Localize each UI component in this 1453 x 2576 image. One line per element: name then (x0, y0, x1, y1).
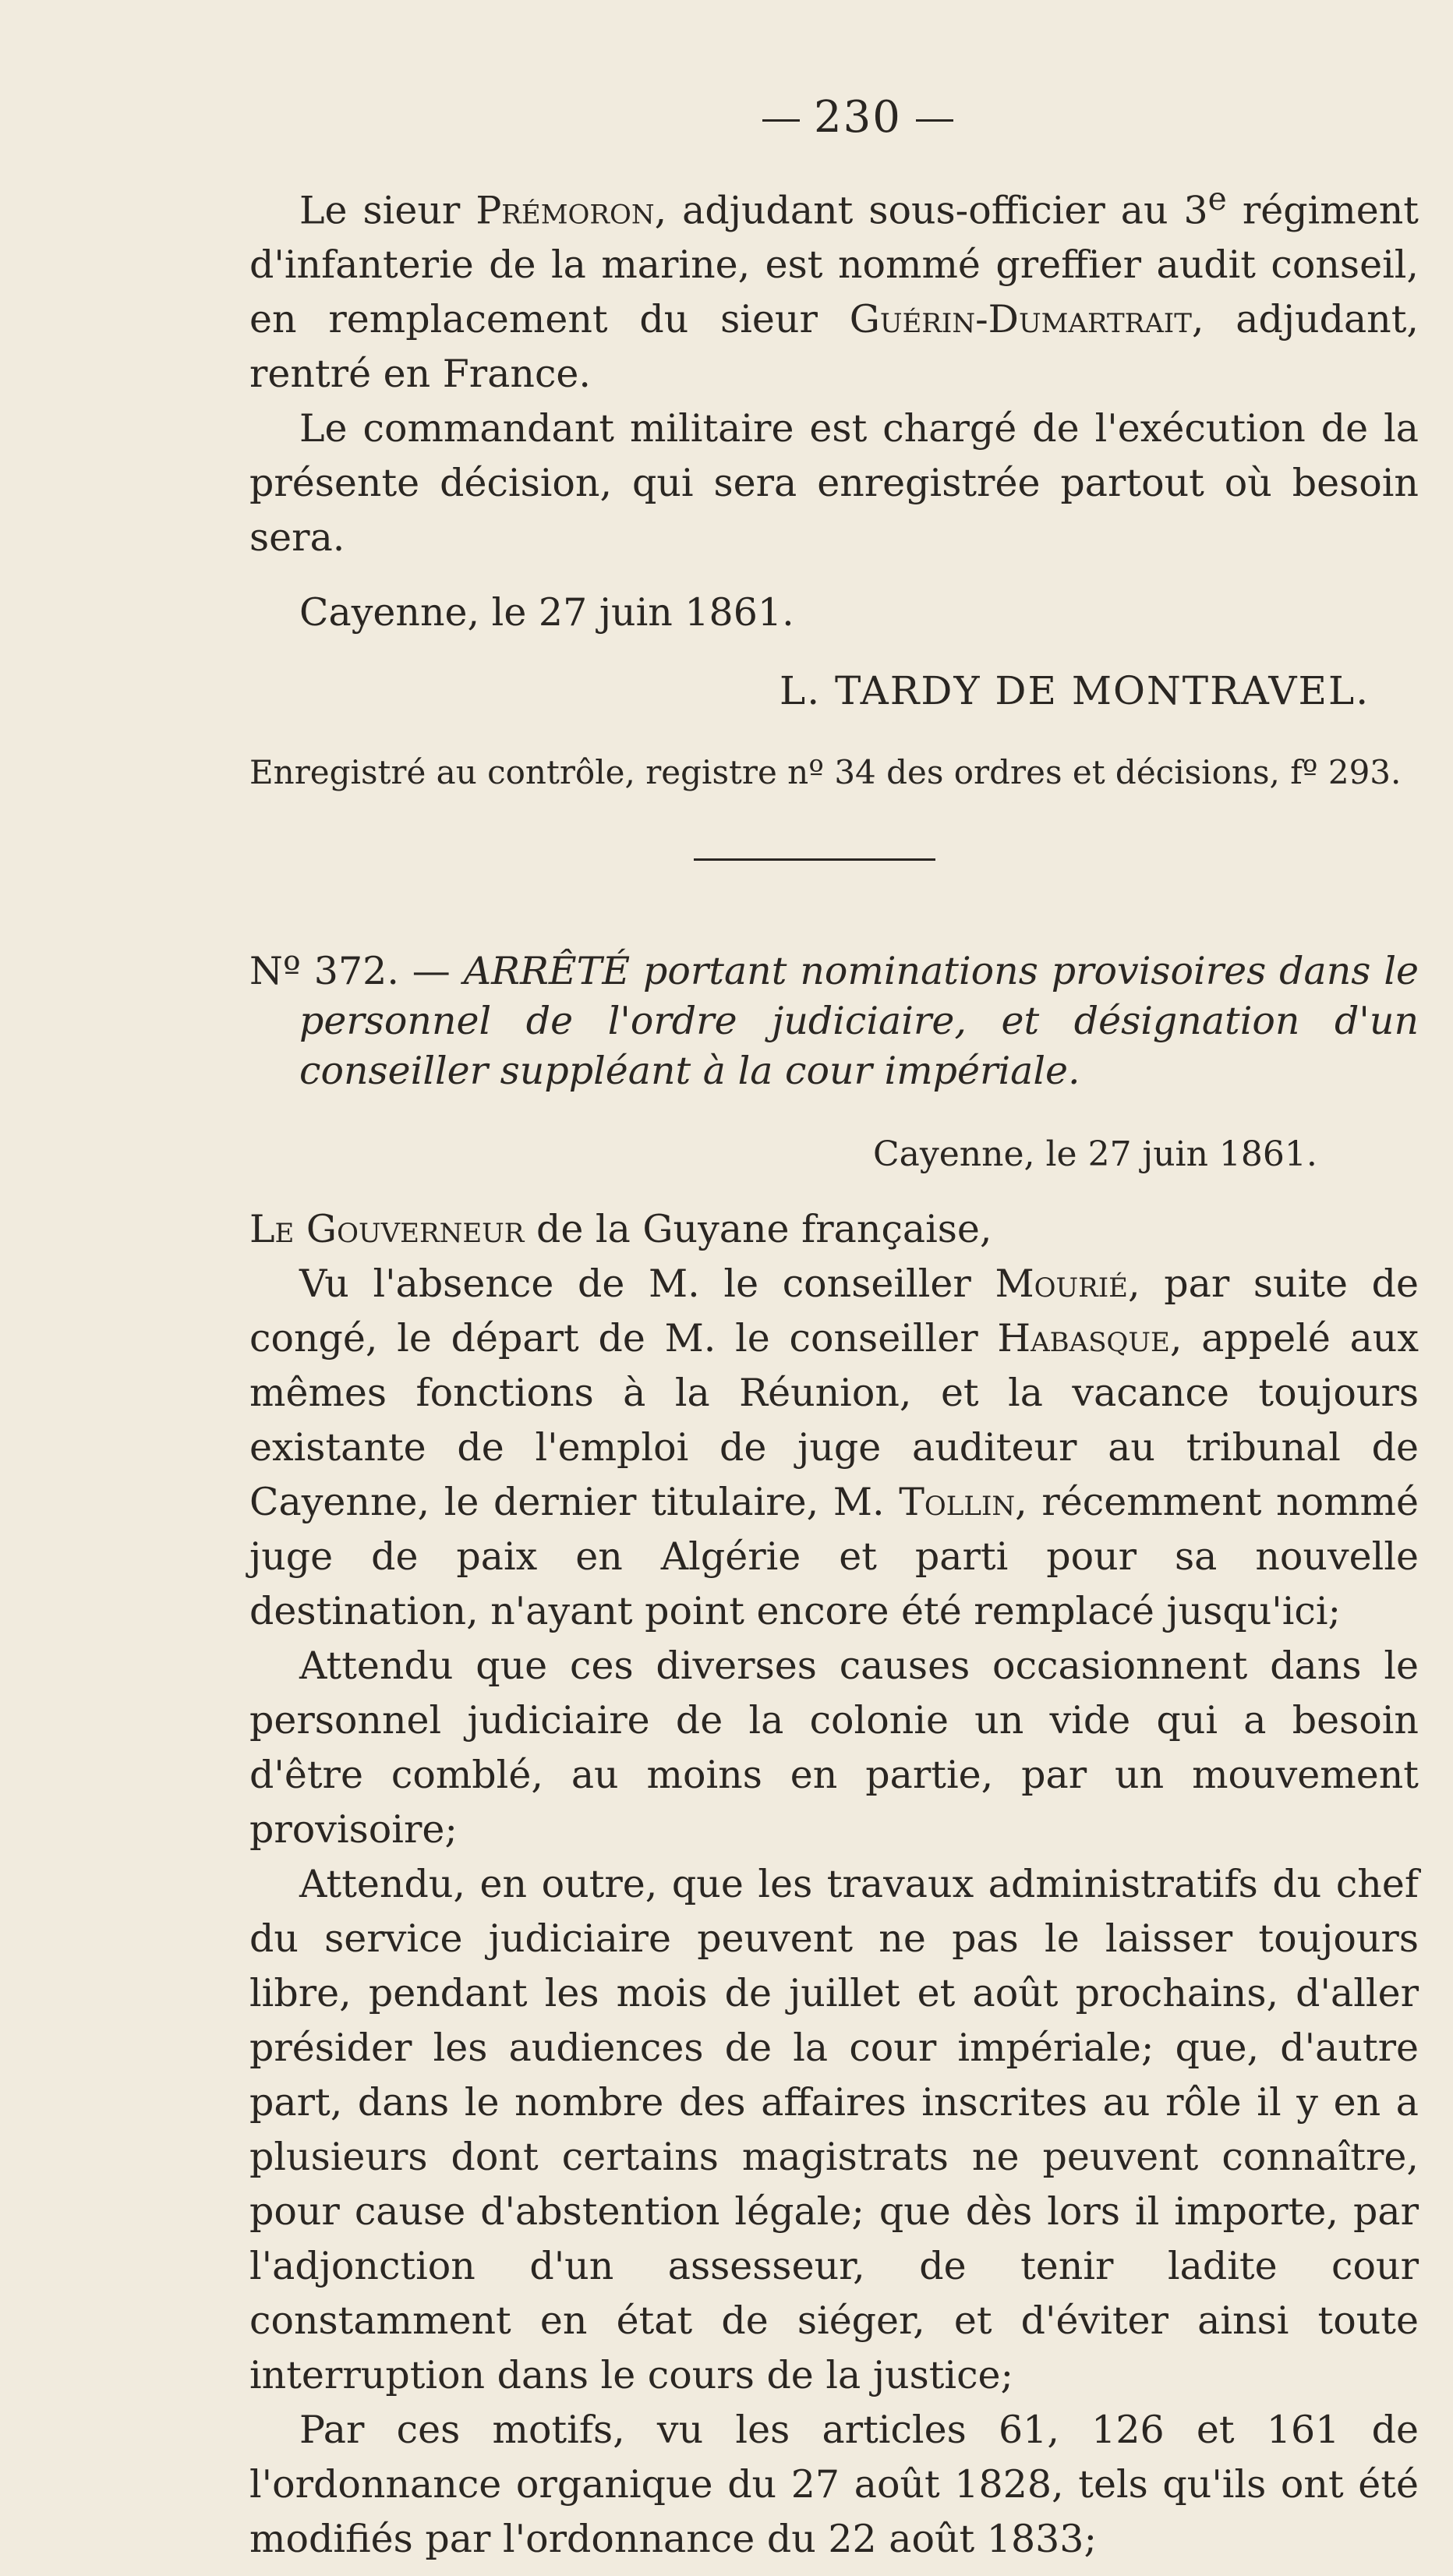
page-number-text: 230 (814, 92, 902, 143)
dash-left (762, 119, 800, 122)
paragraph-execution: Le commandant militaire est chargé de l'exécution de la présente décision, qui sera enregistrée partout où besoin sera. (249, 406, 1419, 561)
paragraph-vu (249, 1257, 1419, 1639)
person-name: Habasque (997, 1316, 1170, 1361)
page-number (748, 92, 967, 143)
page-body (249, 172, 1419, 2567)
person-name: Mourié (995, 1261, 1129, 1307)
decree-heading (249, 947, 1419, 1096)
text: , adjudant, rentré en France. (249, 297, 1419, 397)
text: , appelé aux mêmes fonctions à la Réunion, et la vacance toujours existante de l'emploi de juge auditeur au tribunal de Cayenne, le dernier titulaire, M. (249, 1316, 1419, 1525)
signature: L. TARDY DE MONTRAVEL. (780, 668, 1370, 714)
text: Le Gouverneur (249, 1207, 525, 1252)
text: régiment d'infanterie de la marine, est nommé greffier audit conseil, en remplacement du sieur (249, 188, 1419, 342)
decree-number: Nº 372. — (249, 949, 451, 994)
person-name: Prémoron (475, 188, 655, 233)
place-date: Cayenne, le 27 juin 1861. (299, 590, 794, 635)
paragraph-motifs: Par ces motifs, vu les articles 61, 126 et 161 de l'ordonnance organique du 27 août 1828, tels qu'ils ont été modifiés par l'ordonnance du 22 août 1833; (249, 2408, 1419, 2562)
paragraph-appointment (249, 172, 1419, 402)
governor-line (249, 1202, 1419, 1257)
text: Le sieur (299, 188, 476, 233)
paragraph-attendu-1: Attendu que ces diverses causes occasionnent dans le personnel judiciaire de la colonie un vide qui a besoin d'être comblé, au moins en partie, par un mouvement provisoire; (249, 1644, 1419, 1852)
registry-note: Enregistré au contrôle, registre nº 34 des ordres et décisions, fº 293. (249, 753, 1402, 792)
text: de la Guyane française, (524, 1207, 992, 1252)
paragraph-attendu-2: Attendu, en outre, que les travaux administratifs du chef du service judiciaire peuvent ne pas le laisser toujours libre, pendant les mois de juillet et août prochains, d'aller présider les audiences de la cour impériale; que, d'autre part, dans le nombre des affaires inscrites au rôle il y en a plusieurs dont certains magistrats ne peuvent connaître, pour cause d'abstention légale; que dès lors il importe, par l'adjonction d'un assesseur, de tenir ladite cour constamment en état de siéger, et d'éviter ainsi toute interruption dans le cours de la justice; (249, 1862, 1419, 2398)
decree-title: portant nominations provisoires dans le personnel de l'ordre judiciaire, et désignation d'un conseiller suppléant à la cour impériale. (299, 949, 1419, 1094)
decree-kind: ARRÊTÉ (463, 949, 631, 994)
decree-date: Cayenne, le 27 juin 1861. (873, 1134, 1317, 1175)
person-name: Tollin (899, 1480, 1016, 1525)
person-name: Guérin-Dumartrait (849, 297, 1192, 342)
text: , par suite de congé, le départ de M. le conseiller (249, 1261, 1419, 1361)
text: Vu l'absence de M. le conseiller (299, 1261, 995, 1307)
text: , récemment nommé juge de paix en Algérie et parti pour sa nouvelle destination, n'ayant point encore été remplacé jusqu'ici; (249, 1480, 1419, 1634)
superscript: e (1207, 180, 1227, 218)
text: , adjudant sous-officier au 3 (654, 188, 1208, 233)
separator-rule (694, 858, 935, 861)
dash-right (916, 119, 953, 122)
